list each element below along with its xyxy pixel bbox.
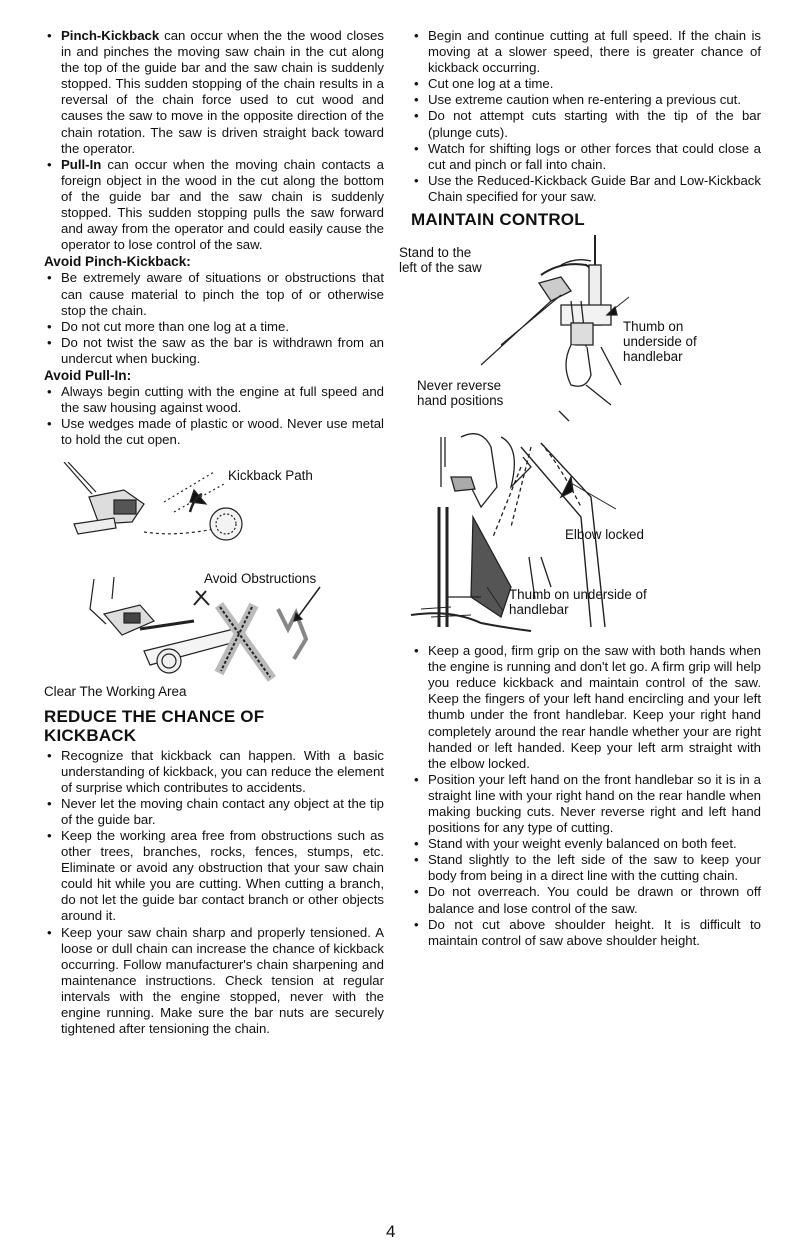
avoid-obstructions-label: Avoid Obstructions xyxy=(204,571,317,587)
list-item: • Do not attempt cuts starting with the tip of the bar (plunge cuts). xyxy=(411,108,761,140)
thumb-underside-label xyxy=(623,319,697,364)
thumb-underside-2-line1: Thumb on underside of xyxy=(509,587,647,603)
kickback-path-figure xyxy=(44,462,384,567)
maintain-control-heading: MAINTAIN CONTROL xyxy=(411,210,585,230)
cutting-tips-list xyxy=(411,28,761,205)
list-item: • Do not twist the saw as the bar is withdrawn from an undercut when bucking. xyxy=(44,335,384,367)
list-item: • Watch for shifting logs or other forces that could close a cut and pinch or fall into chain. xyxy=(411,141,761,173)
list-item: • Do not cut above shoulder height. It is difficult to maintain control of saw above shoulder height. xyxy=(411,917,761,949)
list-item: • Position your left hand on the front handlebar so it is in a straight line with your right hand on the rear handle when making bucking cuts. Never reverse right and left hand positions for any type of cutting. xyxy=(411,772,761,836)
thumb-underside-2-line2: handlebar xyxy=(509,602,569,618)
reduce-kickback-heading-line2: KICKBACK xyxy=(44,725,137,745)
avoid-pinch-heading: Avoid Pinch-Kickback: xyxy=(44,254,191,270)
list-item: • Be extremely aware of situations or obstructions that can cause material to pinch the top of or otherwise stop the chain. xyxy=(44,270,384,318)
kickback-path-label: Kickback Path xyxy=(228,468,313,484)
list-item: • Use extreme caution when re-entering a previous cut. xyxy=(411,92,761,108)
pinch-kickback-term: Pinch-Kickback xyxy=(61,28,160,43)
list-item: • Always begin cutting with the engine at full speed and the saw housing against wood. xyxy=(44,384,384,416)
elbow-locked-figure xyxy=(411,427,761,639)
stance-figure xyxy=(399,235,761,425)
list-item: • Stand slightly to the left side of the saw to keep your body from being in a direct line with the cutting chain. xyxy=(411,852,761,884)
avoid-pull-list xyxy=(44,384,384,448)
avoid-pinch-list xyxy=(44,270,384,367)
list-item: • Do not cut more than one log at a time. xyxy=(44,319,384,335)
list-item: • Keep the working area free from obstructions such as other trees, branches, rocks, fences, stumps, etc. Eliminate or avoid any obstruction that your saw chain could hit while you are cutting. When cutting a branch, do not let the guide bar contact branch or other objects around it. xyxy=(44,828,384,925)
list-item xyxy=(44,157,384,254)
list-item: • Recognize that kickback can happen. With a basic understanding of kickback, you can reduce the element of surprise which contributes to accidents. xyxy=(44,748,384,796)
avoid-pull-heading: Avoid Pull-In: xyxy=(44,367,132,383)
stand-left-label xyxy=(399,245,482,275)
list-item: • Use the Reduced-Kickback Guide Bar and Low-Kickback Chain specified for your saw. xyxy=(411,173,761,205)
elbow-locked-label: Elbow locked xyxy=(565,527,644,543)
stand-left-line2: left of the saw xyxy=(399,260,482,276)
thumb-underside-line1: Thumb on xyxy=(623,319,684,335)
thumb-underside-line3: handlebar xyxy=(623,349,683,365)
never-reverse-line1: Never reverse xyxy=(417,378,502,394)
thumb-underside-line2: underside of xyxy=(623,334,697,350)
list-item: • Cut one log at a time. xyxy=(411,76,761,92)
pinch-kickback-text: can occur when the the wood closes in and pinches the moving saw chain in the cut along the top of the guide bar and the saw chain is suddenly stopped. This sudden stopping of the chain results in a reversal of the chain force used to cut wood and causes the saw to move in the opposite direction of the chain rotation. The saw is driven straight back toward the operator. xyxy=(61,28,384,156)
avoid-obstructions-figure xyxy=(44,569,384,684)
list-item: • Stand with your weight evenly balanced on both feet. xyxy=(411,836,761,852)
kickback-types-list xyxy=(44,28,384,253)
list-item xyxy=(44,28,384,157)
thumb-underside-label-2 xyxy=(509,587,647,617)
list-item: • Keep your saw chain sharp and properly tensioned. A loose or dull chain can increase the chance of kickback occurring. Follow manufacturer's chain sharpening and maintenance instructions. Check tension at regular intervals with the engine stopped, never with the engine running. Make sure the bar nuts are securely tightened after tensioning the chain. xyxy=(44,925,384,1038)
maintain-control-list xyxy=(411,643,761,949)
reduce-kickback-heading xyxy=(44,707,384,745)
list-item: • Do not overreach. You could be drawn or thrown off balance and lose control of the saw. xyxy=(411,884,761,916)
list-item: • Use wedges made of plastic or wood. Never use metal to hold the cut open. xyxy=(44,416,384,448)
left-column xyxy=(44,28,384,1037)
never-reverse-line2: hand positions xyxy=(417,393,504,409)
pull-in-term: Pull-In xyxy=(61,156,102,172)
list-item: • Never let the moving chain contact any object at the tip of the guide bar. xyxy=(44,796,384,828)
kickback-path-illustration xyxy=(44,462,384,567)
clear-working-area-caption: Clear The Working Area xyxy=(44,684,187,700)
page-number: 4 xyxy=(386,1222,396,1241)
stand-left-line1: Stand to the xyxy=(399,245,472,261)
reduce-kickback-heading-line1: REDUCE THE CHANCE OF xyxy=(44,706,265,726)
never-reverse-label xyxy=(417,378,503,408)
pull-in-text: can occur when the moving chain contacts a foreign object in the wood in the cut along the bottom of the guide bar and the saw chain is suddenly stopped. This sudden stopping pulls the saw forward and away from the operator and could easily cause the operator to lose control of the saw. xyxy=(61,156,384,253)
list-item: • Keep a good, firm grip on the saw with both hands when the engine is running and don't let go. A firm grip will help you reduce kickback and maintain control of the saw. Keep the fingers of your left hand encircling and your left thumb under the front handlebar. Keep your right hand completely around the rear handle whether your are right handed or left handed. Keep your left arm straight with the elbow locked. xyxy=(411,643,761,772)
list-item: • Begin and continue cutting at full speed. If the chain is moving at a slower speed, there is greater chance of kickback occurring. xyxy=(411,28,761,76)
right-column xyxy=(399,28,761,949)
avoid-obstructions-illustration xyxy=(44,569,384,684)
reduce-kickback-list xyxy=(44,748,384,1038)
